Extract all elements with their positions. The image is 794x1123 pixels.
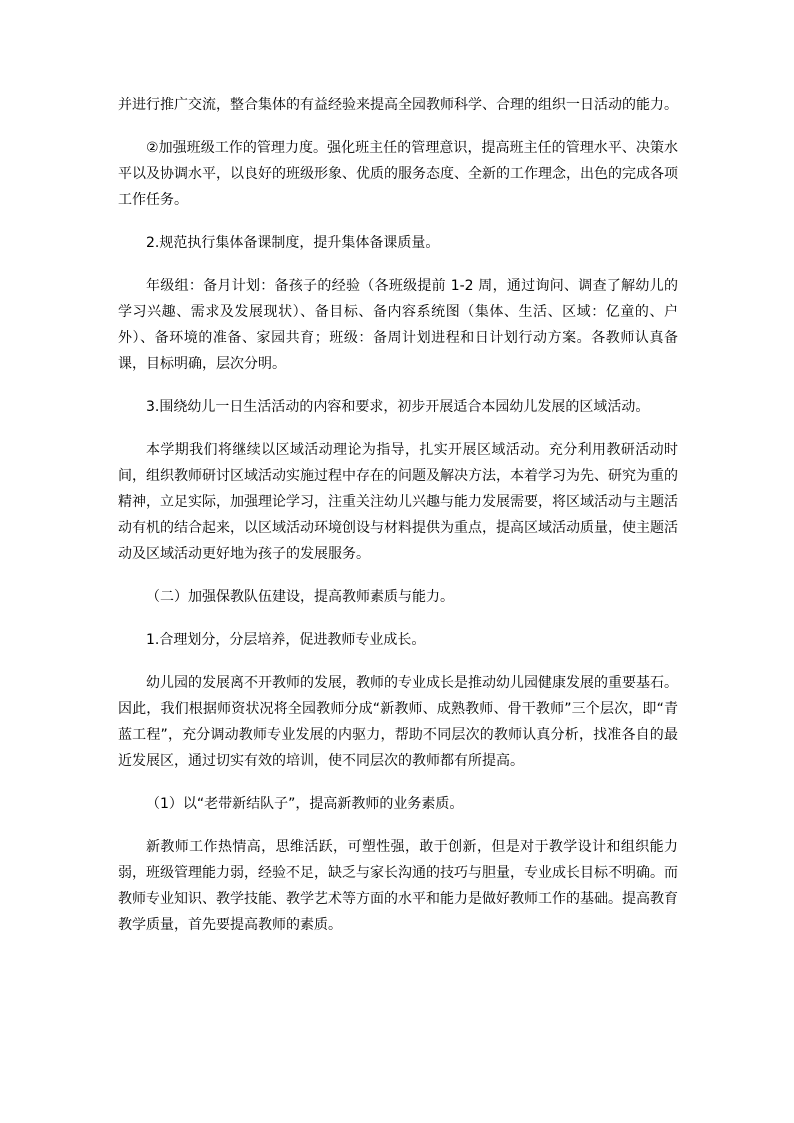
- paragraph: 新教师工作热情高，思维活跃，可塑性强，敢于创新，但是对于教学设计和组织能力弱，班级管理能力弱，经验不足，缺乏与家长沟通的技巧与胆量，专业成长目标不明确。而教师专业知识、教学技能、教学艺术等方面的水平和能力是做好教师工作的基础。提高教育教学质量，首先要提高教师的素质。: [118, 839, 678, 933]
- paragraph: 1.合理划分，分层培养，促进教师专业成长。: [146, 632, 426, 648]
- paragraph: 2.规范执行集体备课制度，提升集体备课质量。: [146, 235, 440, 251]
- document-body: [118, 92, 678, 938]
- paragraph: 幼儿园的发展离不开教师的发展，教师的专业成长是推动幼儿园健康发展的重要基石。因此，我们根据师资状况将全园教师分成“新教师、成熟教师、骨干教师”三个层次，即“青蓝工程”，充分调动教师专业发展的内驱力，帮助不同层次的教师认真分析，找准各自的最近发展区，通过切实有效的培训，使不同层次的教师都有所提高。: [118, 675, 678, 769]
- paragraph: （1）以“老带新结队子”，提高新教师的业务素质。: [146, 796, 464, 812]
- paragraph: 本学期我们将继续以区域活动理论为指导，扎实开展区域活动。充分利用教研活动时间，组织教师研讨区域活动实施过程中存在的问题及解决方法，本着学习为先、研究为重的精神，立足实际，加强理论学习，注重关注幼儿兴趣与能力发展需要，将区域活动与主题活动有机的结合起来，以区域活动环境创设与材料提供为重点，提高区域活动质量，使主题活动及区域活动更好地为孩子的发展服务。: [118, 442, 678, 562]
- paragraph: 年级组：备月计划：备孩子的经验（各班级提前 1-2 周，通过询问、调查了解幼儿的学习兴趣、需求及发展现状）、备目标、备内容系统图（集体、生活、区域：亿童的、户外）、备环境的准备、家园共育；班级：备周计划进程和日计划行动方案。各教师认真备课，目标明确，层次分明。: [118, 278, 678, 372]
- section-heading: （二）加强保教队伍建设，提高教师素质与能力。: [146, 589, 454, 605]
- paragraph: 3.围绕幼儿一日生活活动的内容和要求，初步开展适合本园幼儿发展的区域活动。: [146, 399, 650, 415]
- paragraph: 并进行推广交流，整合集体的有益经验来提高全园教师科学、合理的组织一日活动的能力。: [118, 97, 678, 113]
- paragraph: ②加强班级工作的管理力度。强化班主任的管理意识，提高班主任的管理水平、决策水平以及协调水平，以良好的班级形象、优质的服务态度、全新的工作理念，出色的完成各项工作任务。: [118, 140, 678, 208]
